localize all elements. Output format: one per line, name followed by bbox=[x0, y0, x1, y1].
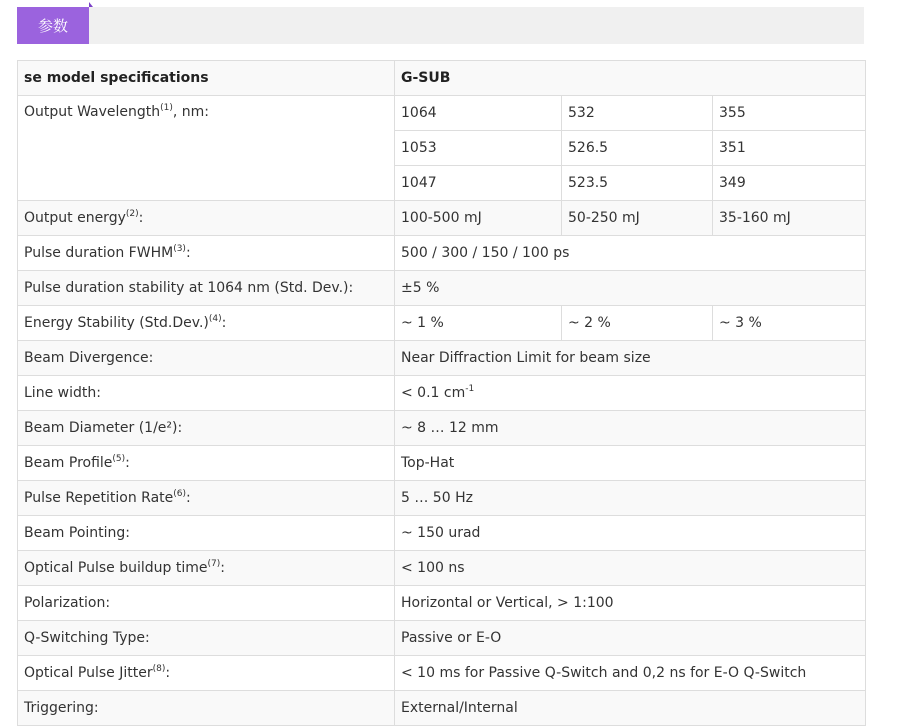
polarization-label: Polarization: bbox=[18, 586, 395, 621]
jitter-label-text: Optical Pulse Jitter bbox=[24, 665, 153, 681]
footnote-ref: (1) bbox=[160, 103, 173, 113]
pointing-value: ~ 150 urad bbox=[395, 516, 866, 551]
energy-stability-value: ~ 3 % bbox=[713, 306, 866, 341]
beam-profile-label-suffix: : bbox=[125, 455, 130, 471]
table-row-header bbox=[18, 61, 866, 96]
tab-bar bbox=[17, 7, 864, 44]
pointing-label: Beam Pointing: bbox=[18, 516, 395, 551]
divergence-label: Beam Divergence: bbox=[18, 341, 395, 376]
footnote-ref: (6) bbox=[173, 489, 187, 499]
jitter-label-suffix: : bbox=[165, 665, 171, 681]
table-row-rep-rate bbox=[18, 481, 866, 516]
wavelength-label bbox=[18, 96, 395, 201]
buildup-label-suffix: : bbox=[220, 560, 225, 576]
rep-rate-label-text: Pulse Repetition Rate bbox=[24, 490, 174, 506]
table-row-triggering bbox=[18, 691, 866, 726]
pulse-stability-value: ±5 % bbox=[395, 271, 866, 306]
table-row-pointing bbox=[18, 516, 866, 551]
beam-profile-label-text: Beam Profile bbox=[24, 455, 113, 471]
wavelength-value: 1064 bbox=[395, 96, 562, 131]
table-row-energy bbox=[18, 201, 866, 236]
table-row-qswitch bbox=[18, 621, 866, 656]
divergence-value: Near Diffraction Limit for beam size bbox=[395, 341, 866, 376]
pulse-duration-value: 500 / 300 / 150 / 100 ps bbox=[395, 236, 866, 271]
polarization-value: Horizontal or Vertical, > 1:100 bbox=[395, 586, 866, 621]
wavelength-value: 349 bbox=[713, 166, 866, 201]
footnote-ref: (7) bbox=[207, 559, 221, 569]
energy-stability-value: ~ 1 % bbox=[395, 306, 562, 341]
table-row-line-width bbox=[18, 376, 866, 411]
line-width-label: Line width: bbox=[18, 376, 395, 411]
qswitch-label: Q-Switching Type: bbox=[18, 621, 395, 656]
table-row-pulse-duration bbox=[18, 236, 866, 271]
wavelength-value: 355 bbox=[713, 96, 866, 131]
tab-parameters[interactable]: 参数 bbox=[17, 7, 89, 44]
table-row-divergence bbox=[18, 341, 866, 376]
footnote-ref: (5) bbox=[112, 454, 126, 464]
specifications-table bbox=[17, 60, 866, 726]
table-row-beam-diameter bbox=[18, 411, 866, 446]
table-row-pulse-stability bbox=[18, 271, 866, 306]
buildup-label-text: Optical Pulse buildup time bbox=[24, 560, 208, 576]
energy-stability-label-text: Energy Stability (Std.Dev.) bbox=[24, 315, 209, 331]
header-model: G-SUB bbox=[395, 61, 866, 96]
pulse-duration-label-text: Pulse duration FWHM bbox=[24, 245, 174, 261]
qswitch-value: Passive or E-O bbox=[395, 621, 866, 656]
energy-label-text: Output energy bbox=[24, 210, 126, 226]
wavelength-value: 1047 bbox=[395, 166, 562, 201]
pulse-duration-label-suffix: : bbox=[185, 245, 191, 261]
energy-value: 50-250 mJ bbox=[562, 201, 713, 236]
energy-label bbox=[18, 201, 395, 236]
table-row-wavelength bbox=[18, 96, 866, 131]
energy-label-suffix: : bbox=[138, 210, 144, 226]
energy-stability-label-suffix: : bbox=[221, 315, 227, 331]
wavelength-value: 351 bbox=[713, 131, 866, 166]
table-row-beam-profile bbox=[18, 446, 866, 481]
pulse-duration-label bbox=[18, 236, 395, 271]
buildup-value: < 100 ns bbox=[395, 551, 866, 586]
pulse-stability-label: Pulse duration stability at 1064 nm (Std. Dev.): bbox=[18, 271, 395, 306]
jitter-value: < 10 ms for Passive Q-Switch and 0,2 ns for E-O Q-Switch bbox=[395, 656, 866, 691]
wavelength-value: 526.5 bbox=[562, 131, 713, 166]
energy-stability-label bbox=[18, 306, 395, 341]
footnote-ref: (4) bbox=[208, 314, 222, 324]
footnote-ref: (8) bbox=[152, 664, 166, 674]
beam-profile-label bbox=[18, 446, 395, 481]
line-width-value-text: < 0.1 cm bbox=[401, 385, 466, 401]
beam-profile-value: Top-Hat bbox=[395, 446, 866, 481]
unit-exponent: -1 bbox=[465, 384, 475, 394]
footnote-ref: (3) bbox=[173, 244, 186, 254]
table-row-polarization bbox=[18, 586, 866, 621]
jitter-label bbox=[18, 656, 395, 691]
table-row-jitter bbox=[18, 656, 866, 691]
footnote-ref: (2) bbox=[125, 209, 139, 219]
beam-diameter-value: ~ 8 … 12 mm bbox=[395, 411, 866, 446]
triggering-value: External/Internal bbox=[395, 691, 866, 726]
wavelength-label-text: Output Wavelength bbox=[24, 104, 161, 120]
wavelength-label-suffix: , nm: bbox=[172, 104, 210, 120]
rep-rate-label-suffix: : bbox=[186, 490, 191, 506]
wavelength-value: 1053 bbox=[395, 131, 562, 166]
buildup-label bbox=[18, 551, 395, 586]
wavelength-value: 523.5 bbox=[562, 166, 713, 201]
beam-diameter-label: Beam Diameter (1/e²): bbox=[18, 411, 395, 446]
table-row-energy-stability bbox=[18, 306, 866, 341]
energy-value: 100-500 mJ bbox=[395, 201, 562, 236]
triggering-label: Triggering: bbox=[18, 691, 395, 726]
table-row-buildup bbox=[18, 551, 866, 586]
rep-rate-label bbox=[18, 481, 395, 516]
line-width-value bbox=[395, 376, 866, 411]
energy-value: 35-160 mJ bbox=[713, 201, 866, 236]
header-label: se model specifications bbox=[18, 61, 395, 96]
rep-rate-value: 5 … 50 Hz bbox=[395, 481, 866, 516]
wavelength-value: 532 bbox=[562, 96, 713, 131]
energy-stability-value: ~ 2 % bbox=[562, 306, 713, 341]
